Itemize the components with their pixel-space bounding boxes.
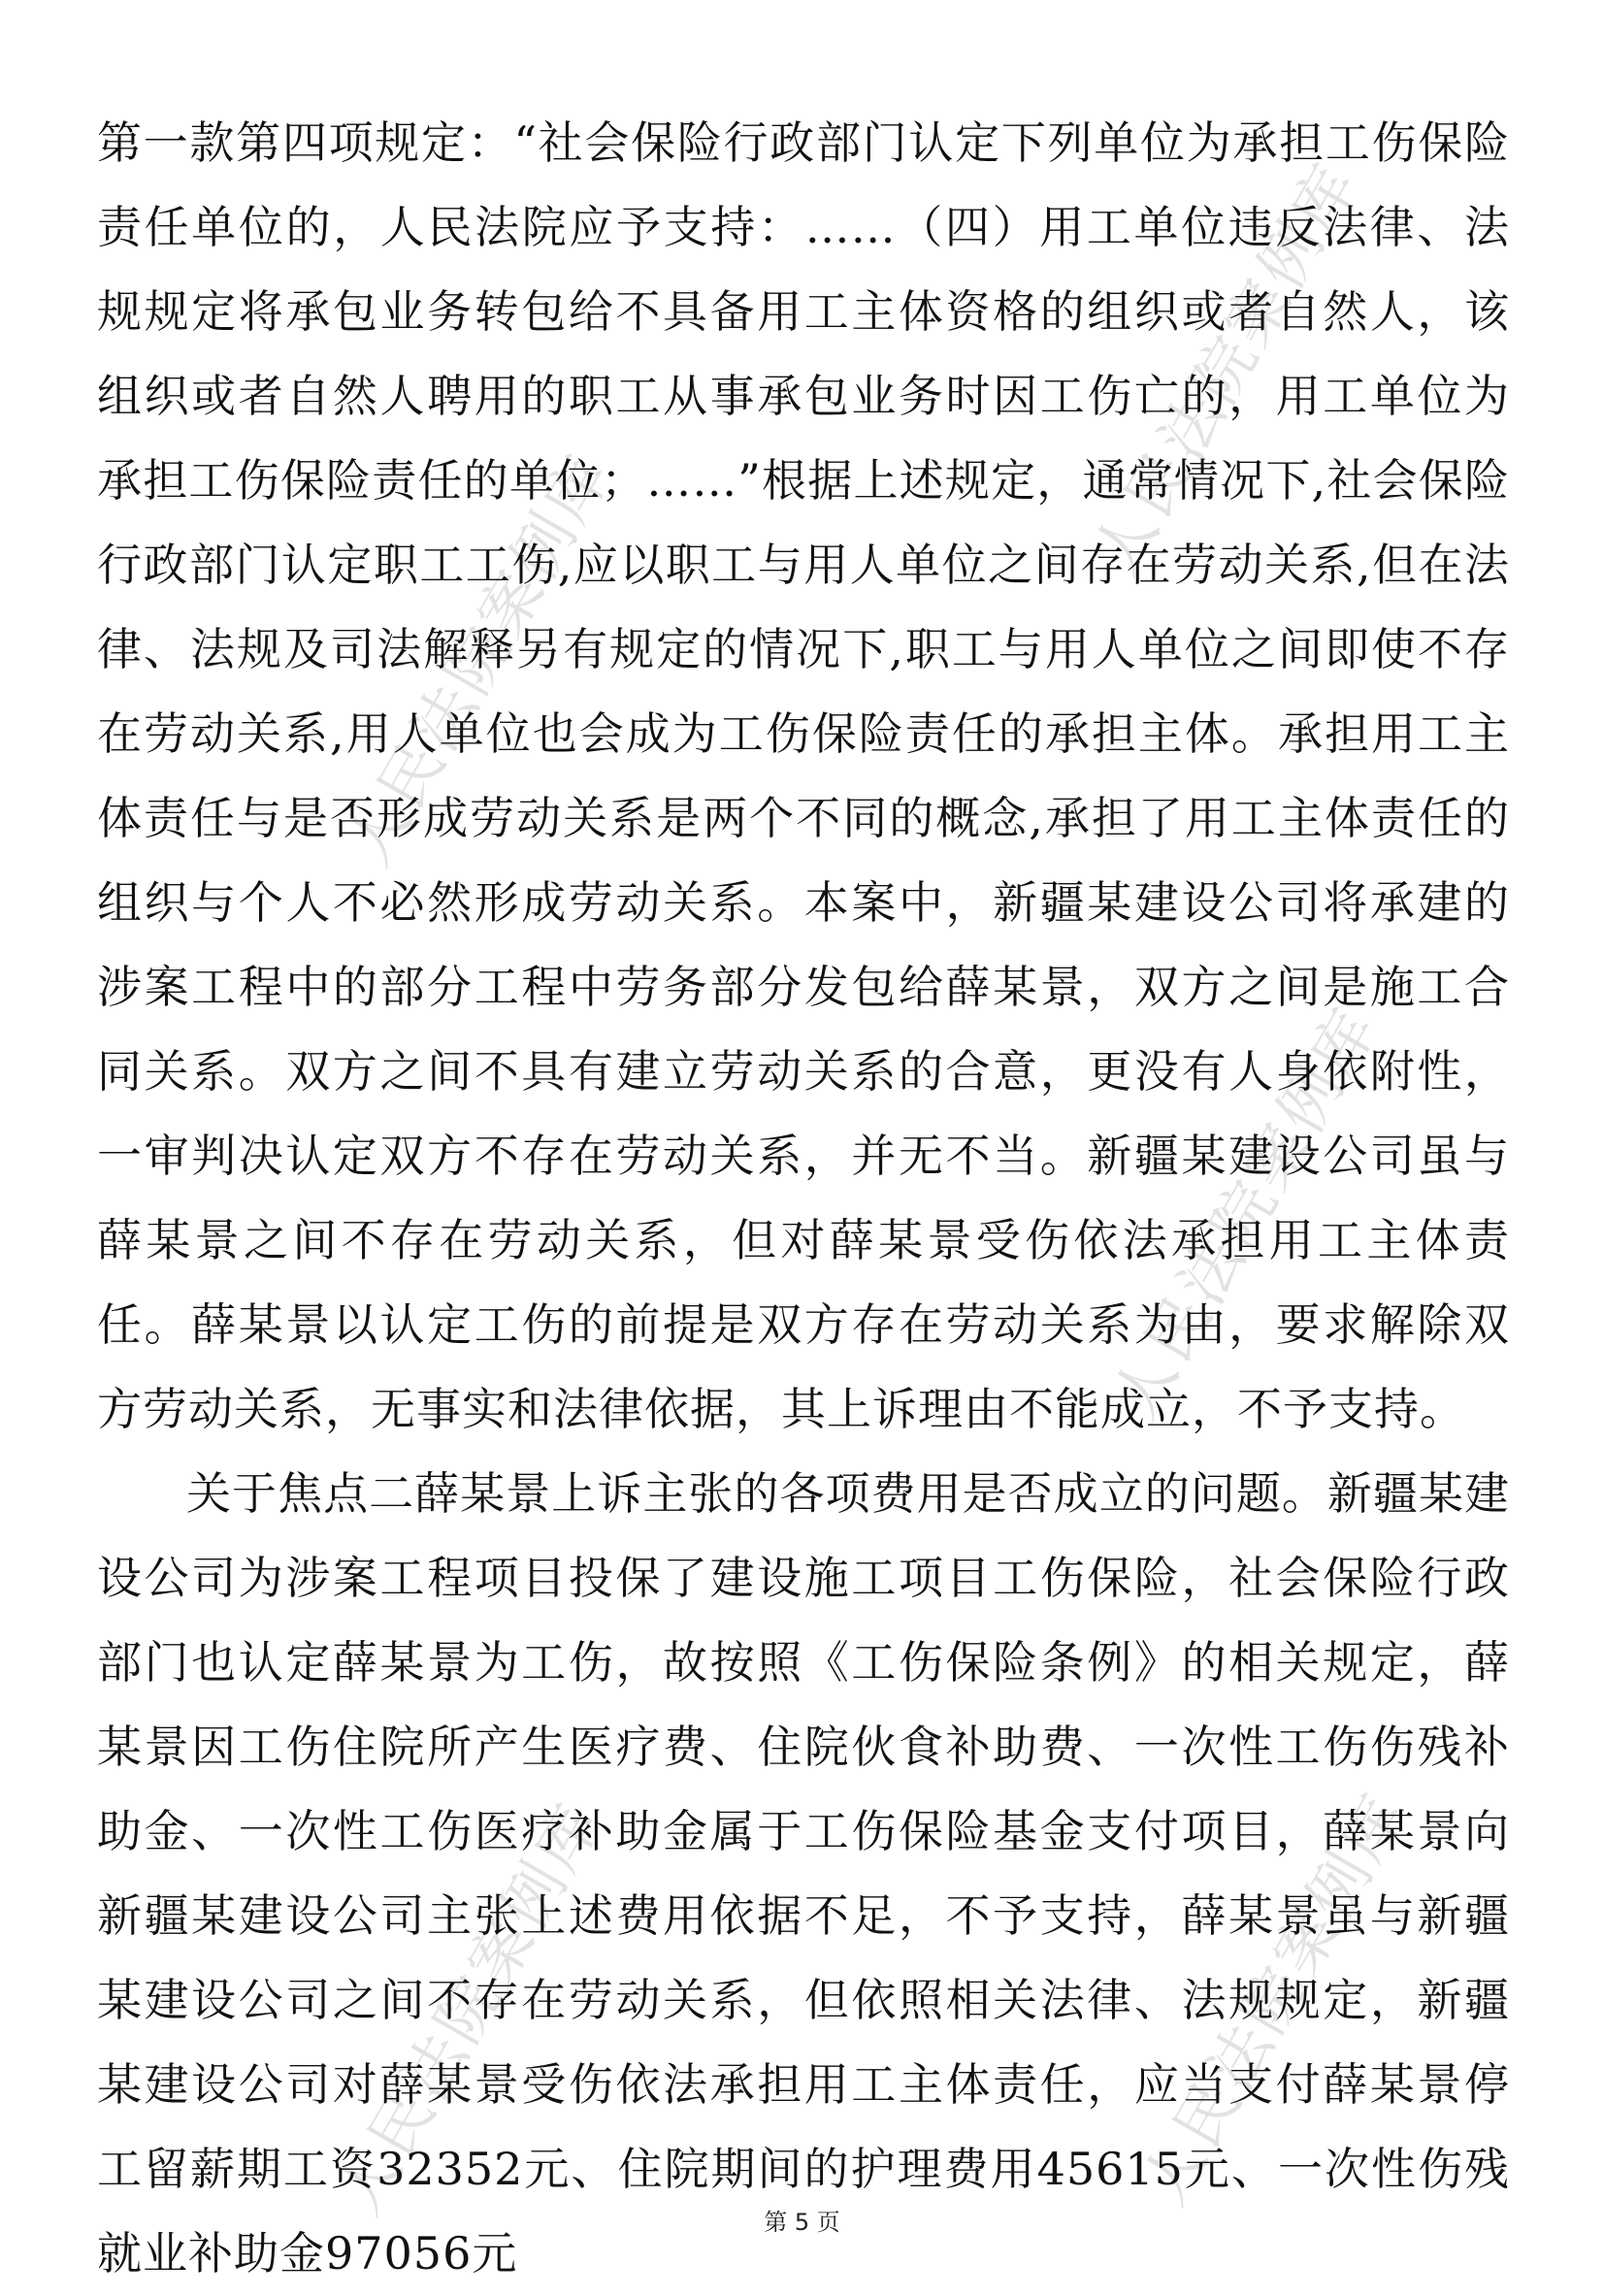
watermark-right-top: 人民法院案例库 xyxy=(1079,150,1374,587)
page-number: 第 5 页 xyxy=(764,2209,840,2236)
paragraph-focus-two: 关于焦点二薛某景上诉主张的各项费用是否成立的问题。新疆某建设公司为涉案工程项目投保了建设施工项目工伤保险，社会保险行政部门也认定薛某景为工伤，故按照《工伤保险条例》的相关规定，薛某景因工伤住院所产生医疗费、住院伙食补助费、一次性工伤伤残补助金、一次性工伤医疗补助金属于工伤保险基金支付项目，薛某景向新疆某建设公司主张上述费用依据不足，不予支持，薛某景虽与新疆某建设公司之间不存在劳动关系，但依照相关法律、法规规定，新疆某建设公司对薛某景受伤依法承担用工主体责任，应当支付薛某景停工留薪期工资32352元、住院期间的护理费用45615元、一次性伤残就业补助金97056元 xyxy=(97,1467,1510,2280)
watermark-left: 人民法院案例库 xyxy=(332,442,627,878)
paragraph-continued: 第一款第四项规定：“社会保险行政部门认定下列单位为承担工伤保险责任单位的，人民法院应予支持：……（四）用工单位违反法律、法规规定将承包业务转包给不具备用工主体资格的组织或者自然人，该组织或者自然人聘用的职工从事承包业务时因工伤亡的，用工单位为承担工伤保险责任的单位；……”根据上述规定，通常情况下,社会保险行政部门认定职工工伤,应以职工与用人单位之间存在劳动关系,但在法律、法规及司法解释另有规定的情况下,职工与用人单位之间即使不存在劳动关系,用人单位也会成为工伤保险责任的承担主体。承担用工主体责任与是否形成劳动关系是两个不同的概念,承担了用工主体责任的组织与个人不必然形成劳动关系。本案中，新疆某建设公司将承建的涉案工程中的部分工程中劳务部分发包给薛某景，双方之间是施工合同关系。双方之间不具有建立劳动关系的合意，更没有人身依附性，一审判决认定双方不存在劳动关系，并无不当。新疆某建设公司虽与薛某景之间不存在劳动关系，但对薛某景受伤依法承担用工主体责任。薛某景以认定工伤的前提是双方存在劳动关系为由，要求解除双方劳动关系，无事实和法律依据，其上诉理由不能成立，不予支持。 xyxy=(97,116,1510,1435)
watermark-right-bottom: 人民法院案例库 xyxy=(1128,1781,1423,2217)
document-body xyxy=(97,101,1510,2296)
watermark-left-bottom: 人民法院案例库 xyxy=(322,1790,617,2227)
watermark-right-middle: 人民法院案例库 xyxy=(1098,995,1393,1431)
